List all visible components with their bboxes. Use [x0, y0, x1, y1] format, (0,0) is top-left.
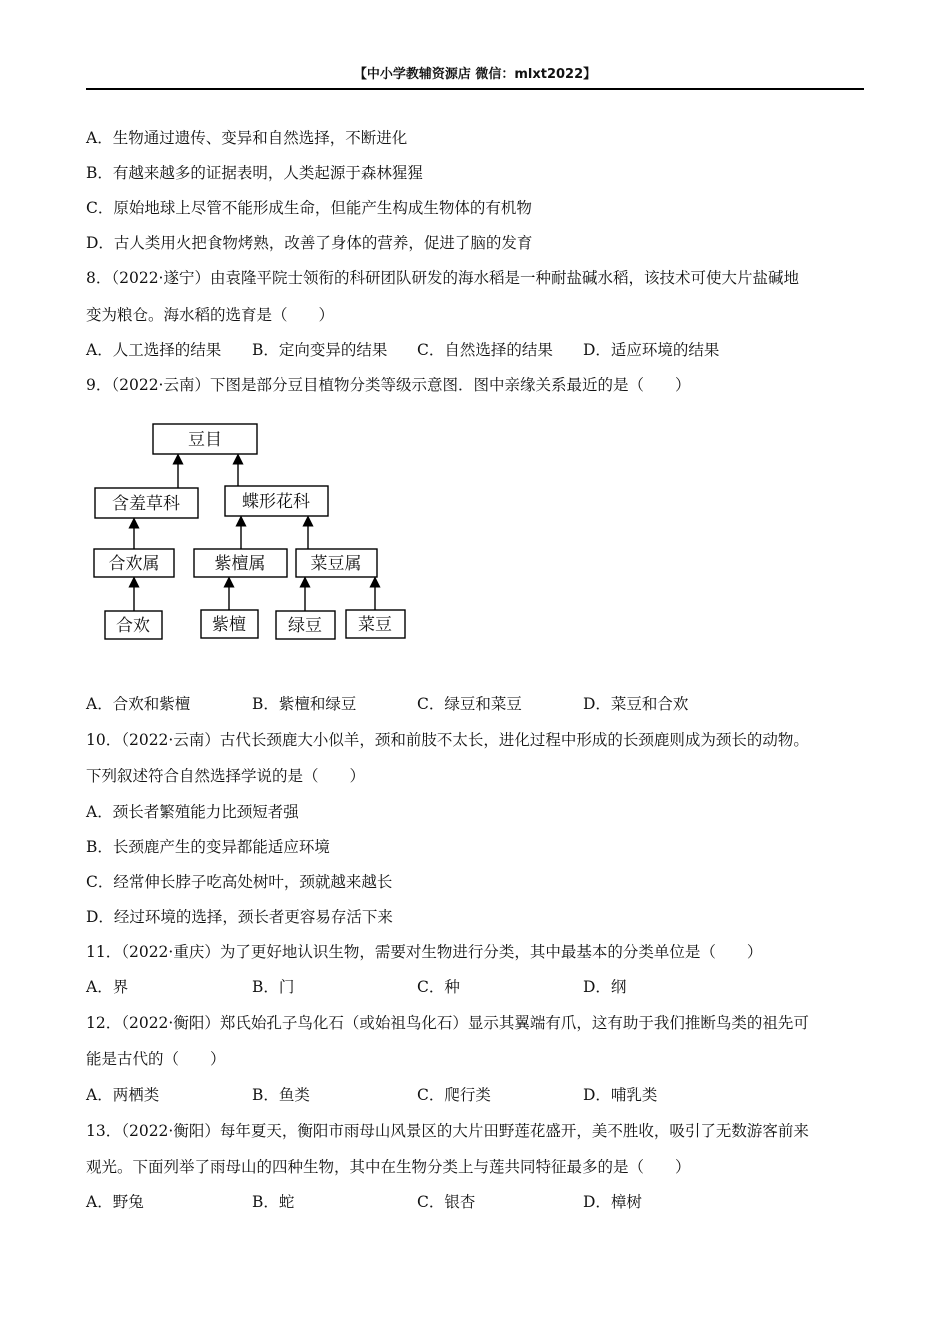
q8-option-c: C．自然选择的结果: [417, 341, 553, 359]
q12-stem-line2: 能是古代的（ ）: [86, 1050, 226, 1068]
q7-option-a: A．生物通过遗传、变异和自然选择，不断进化: [86, 129, 408, 147]
q13-option-d: D．樟树: [583, 1193, 642, 1211]
q10-option-b: B．长颈鹿产生的变异都能适应环境: [86, 838, 330, 856]
q11-options: [86, 977, 866, 997]
q10-stem-line2: 下列叙述符合自然选择学说的是（ ）: [86, 767, 366, 785]
q13-option-c: C．银杏: [417, 1193, 476, 1211]
species-label-3: 绿豆: [288, 616, 322, 636]
q11-option-b: B．门: [252, 978, 295, 996]
page-header: 【中小学教辅资源店 微信：mlxt2022】: [86, 66, 864, 90]
species-label-2: 紫檀: [212, 615, 246, 635]
q9-option-a: A．合欢和紫檀: [86, 695, 191, 713]
q8-option-b: B．定向变异的结果: [252, 341, 388, 359]
q11-option-a: A．界: [86, 978, 129, 996]
q13-options: [86, 1192, 866, 1212]
q9-option-c: C．绿豆和菜豆: [417, 695, 522, 713]
q9-options: [86, 694, 866, 714]
q8-stem-line1: 8．（2022·遂宁）由袁隆平院士领衔的科研团队研发的海水稻是一种耐盐碱水稻，该技术可使大片盐碱地: [86, 269, 799, 287]
q8-options: [86, 340, 866, 360]
q8-stem-line2: 变为粮仓。海水稻的选育是（ ）: [86, 306, 335, 324]
q13-stem-line2: 观光。下面列举了雨母山的四种生物，其中在生物分类上与莲共同特征最多的是（ ）: [86, 1158, 691, 1176]
q11-option-c: C．种: [417, 978, 460, 996]
family-label-2: 蝶形花科: [242, 492, 310, 512]
q11-stem-line1: 11．（2022·重庆）为了更好地认识生物，需要对生物进行分类，其中最基本的分类单位是（ ）: [86, 943, 763, 961]
genus-label-2: 紫檀属: [214, 554, 266, 574]
q13-option-b: B．蛇: [252, 1193, 295, 1211]
q9-option-b: B．紫檀和绿豆: [252, 695, 357, 713]
q13-stem-line1: 13．（2022·衡阳）每年夏天，衡阳市雨母山风景区的大片田野莲花盛开，美不胜收，吸引了无数游客前来: [86, 1122, 809, 1140]
q13-option-a: A．野兔: [86, 1193, 144, 1211]
q10-option-a: A．颈长者繁殖能力比颈短者强: [86, 803, 299, 821]
q10-option-c: C．经常伸长脖子吃高处树叶，颈就越来越长: [86, 873, 393, 891]
q12-options: [86, 1085, 866, 1105]
order-label: 豆目: [188, 430, 222, 450]
q12-stem-line1: 12．（2022·衡阳）郑氏始孔子鸟化石（或始祖鸟化石）显示其翼端有爪，这有助于我们推断鸟类的祖先可: [86, 1014, 809, 1032]
species-label-1: 合欢: [116, 616, 150, 636]
q12-option-a: A．两栖类: [86, 1086, 160, 1104]
q10-stem-line1: 10．（2022·云南）古代长颈鹿大小似羊，颈和前肢不太长，进化过程中形成的长颈鹿则成为颈长的动物。: [86, 731, 809, 749]
genus-label-1: 合欢属: [108, 554, 160, 574]
q9-stem-line1: 9．（2022·云南）下图是部分豆目植物分类等级示意图．图中亲缘关系最近的是（ ）: [86, 376, 691, 394]
q12-option-b: B．鱼类: [252, 1086, 310, 1104]
classification-diagram: [86, 418, 416, 648]
family-label-1: 含羞草科: [112, 494, 180, 514]
q8-option-a: A．人工选择的结果: [86, 341, 222, 359]
genus-label-3: 菜豆属: [310, 554, 362, 574]
q7-option-b: B．有越来越多的证据表明，人类起源于森林猩猩: [86, 164, 423, 182]
q8-option-d: D．适应环境的结果: [583, 341, 720, 359]
species-label-4: 菜豆: [358, 615, 392, 635]
q11-option-d: D．纲: [583, 978, 627, 996]
q12-option-d: D．哺乳类: [583, 1086, 658, 1104]
q7-option-d: D．古人类用火把食物烤熟，改善了身体的营养，促进了脑的发育: [86, 234, 533, 252]
q12-option-c: C．爬行类: [417, 1086, 491, 1104]
q7-option-c: C．原始地球上尽管不能形成生命，但能产生构成生物体的有机物: [86, 199, 532, 217]
q10-option-d: D．经过环境的选择，颈长者更容易存活下来: [86, 908, 393, 926]
q9-option-d: D．菜豆和合欢: [583, 695, 689, 713]
